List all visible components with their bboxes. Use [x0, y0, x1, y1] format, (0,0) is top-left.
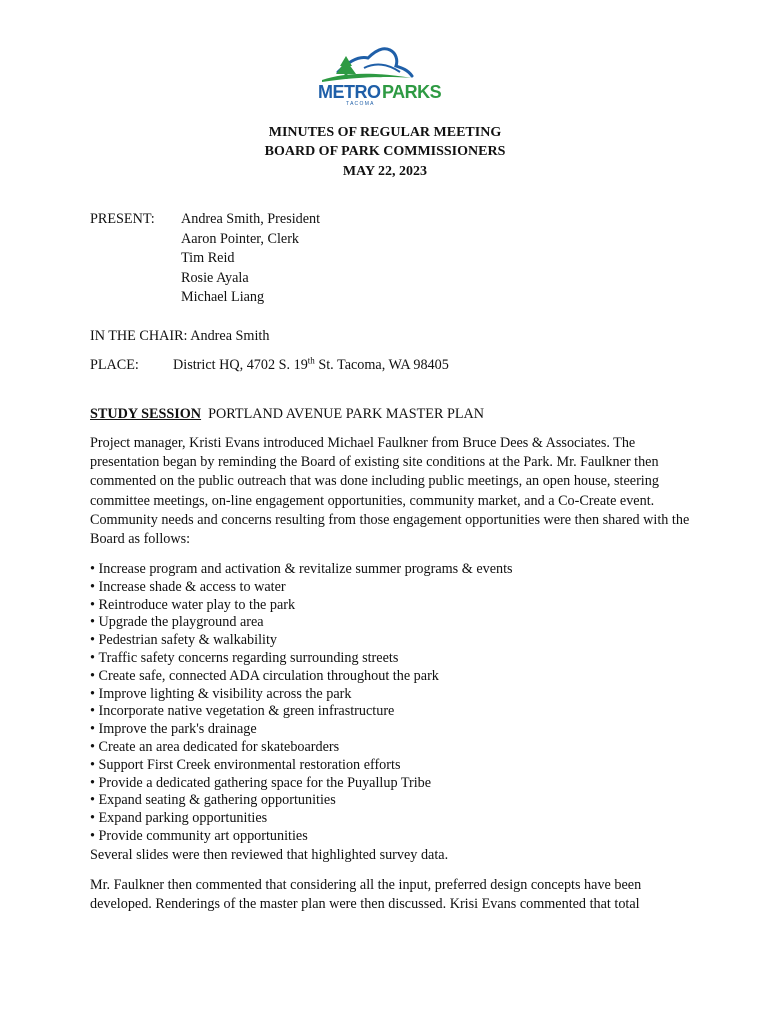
list-item: • Provide community art opportunities: [90, 828, 513, 846]
list-item: • Create an area dedicated for skateboarders: [90, 739, 513, 757]
survey-data-sentence: Several slides were then reviewed that highlighted survey data.: [90, 847, 449, 863]
logo-tacoma-text: T A C O M A: [346, 101, 374, 106]
document-title-line1: MINUTES OF REGULAR MEETING: [268, 125, 502, 140]
green-swoosh: [322, 74, 412, 82]
study-session-heading: [90, 405, 484, 423]
study-session-topic: PORTLAND AVENUE PARK MASTER PLAN: [201, 406, 484, 422]
logo-metro-text: METRO: [318, 82, 381, 102]
place-label: PLACE:: [90, 357, 139, 373]
list-item: • Increase program and activation & revitalize summer programs & events: [90, 561, 513, 579]
list-item: • Pedestrian safety & walkability: [90, 632, 513, 650]
paragraph-intro: Project manager, Kristi Evans introduced Michael Faulkner from Bruce Dees & Associates. The presentation began by reminding the Board of existing site conditions at the Park. Mr. Faulkner then commented on the public outreach that was done including public meetings, an open house, steering committee meetings, on-line engagement opportunities, community market, and a Co-Create event. Community needs and concerns resulting from those engagement opportunities were then shared with the Board as follows:: [90, 435, 690, 548]
present-label: PRESENT:: [90, 211, 155, 227]
list-item: • Incorporate native vegetation & green infrastructure: [90, 703, 513, 721]
list-item: • Provide a dedicated gathering space for the Puyallup Tribe: [90, 775, 513, 793]
place-value: [173, 356, 449, 374]
list-item: • Improve lighting & visibility across the park: [90, 686, 513, 704]
present-member: Andrea Smith, President: [181, 211, 321, 227]
present-member: Michael Liang: [181, 289, 265, 305]
in-the-chair: IN THE CHAIR: Andrea Smith: [90, 328, 270, 344]
paragraph-design-concepts: Mr. Faulkner then commented that considering all the input, preferred design concepts have been developed. Renderings of the master plan were then discussed. Krisi Evans commented that total: [90, 877, 642, 913]
list-item: • Support First Creek environmental restoration efforts: [90, 757, 513, 775]
place-address-sup: th: [307, 355, 315, 366]
list-item: • Expand seating & gathering opportunities: [90, 792, 513, 810]
list-item: • Create safe, connected ADA circulation throughout the park: [90, 668, 513, 686]
place-address-start: District HQ, 4702 S. 19: [173, 357, 308, 373]
logo-parks-text: PARKS: [382, 82, 442, 102]
community-needs-list: [90, 561, 513, 846]
list-item: • Traffic safety concerns regarding surrounding streets: [90, 650, 513, 668]
metro-parks-logo: [316, 42, 456, 106]
present-member: Rosie Ayala: [181, 269, 249, 286]
list-item: • Upgrade the playground area: [90, 614, 513, 632]
logo-graphic: [316, 42, 456, 106]
present-member: Tim Reid: [181, 250, 235, 266]
document-title-line2: BOARD OF PARK COMMISSIONERS: [264, 144, 506, 159]
study-session-label: STUDY SESSION: [90, 406, 202, 422]
place-address-end: St. Tacoma, WA 98405: [314, 357, 449, 373]
list-item: • Increase shade & access to water: [90, 579, 513, 597]
list-item: • Expand parking opportunities: [90, 810, 513, 828]
list-item: • Improve the park's drainage: [90, 721, 513, 739]
meeting-date: MAY 22, 2023: [342, 164, 428, 179]
present-member: Aaron Pointer, Clerk: [181, 230, 300, 247]
list-item: • Reintroduce water play to the park: [90, 597, 513, 615]
present-members-list: [181, 210, 320, 308]
